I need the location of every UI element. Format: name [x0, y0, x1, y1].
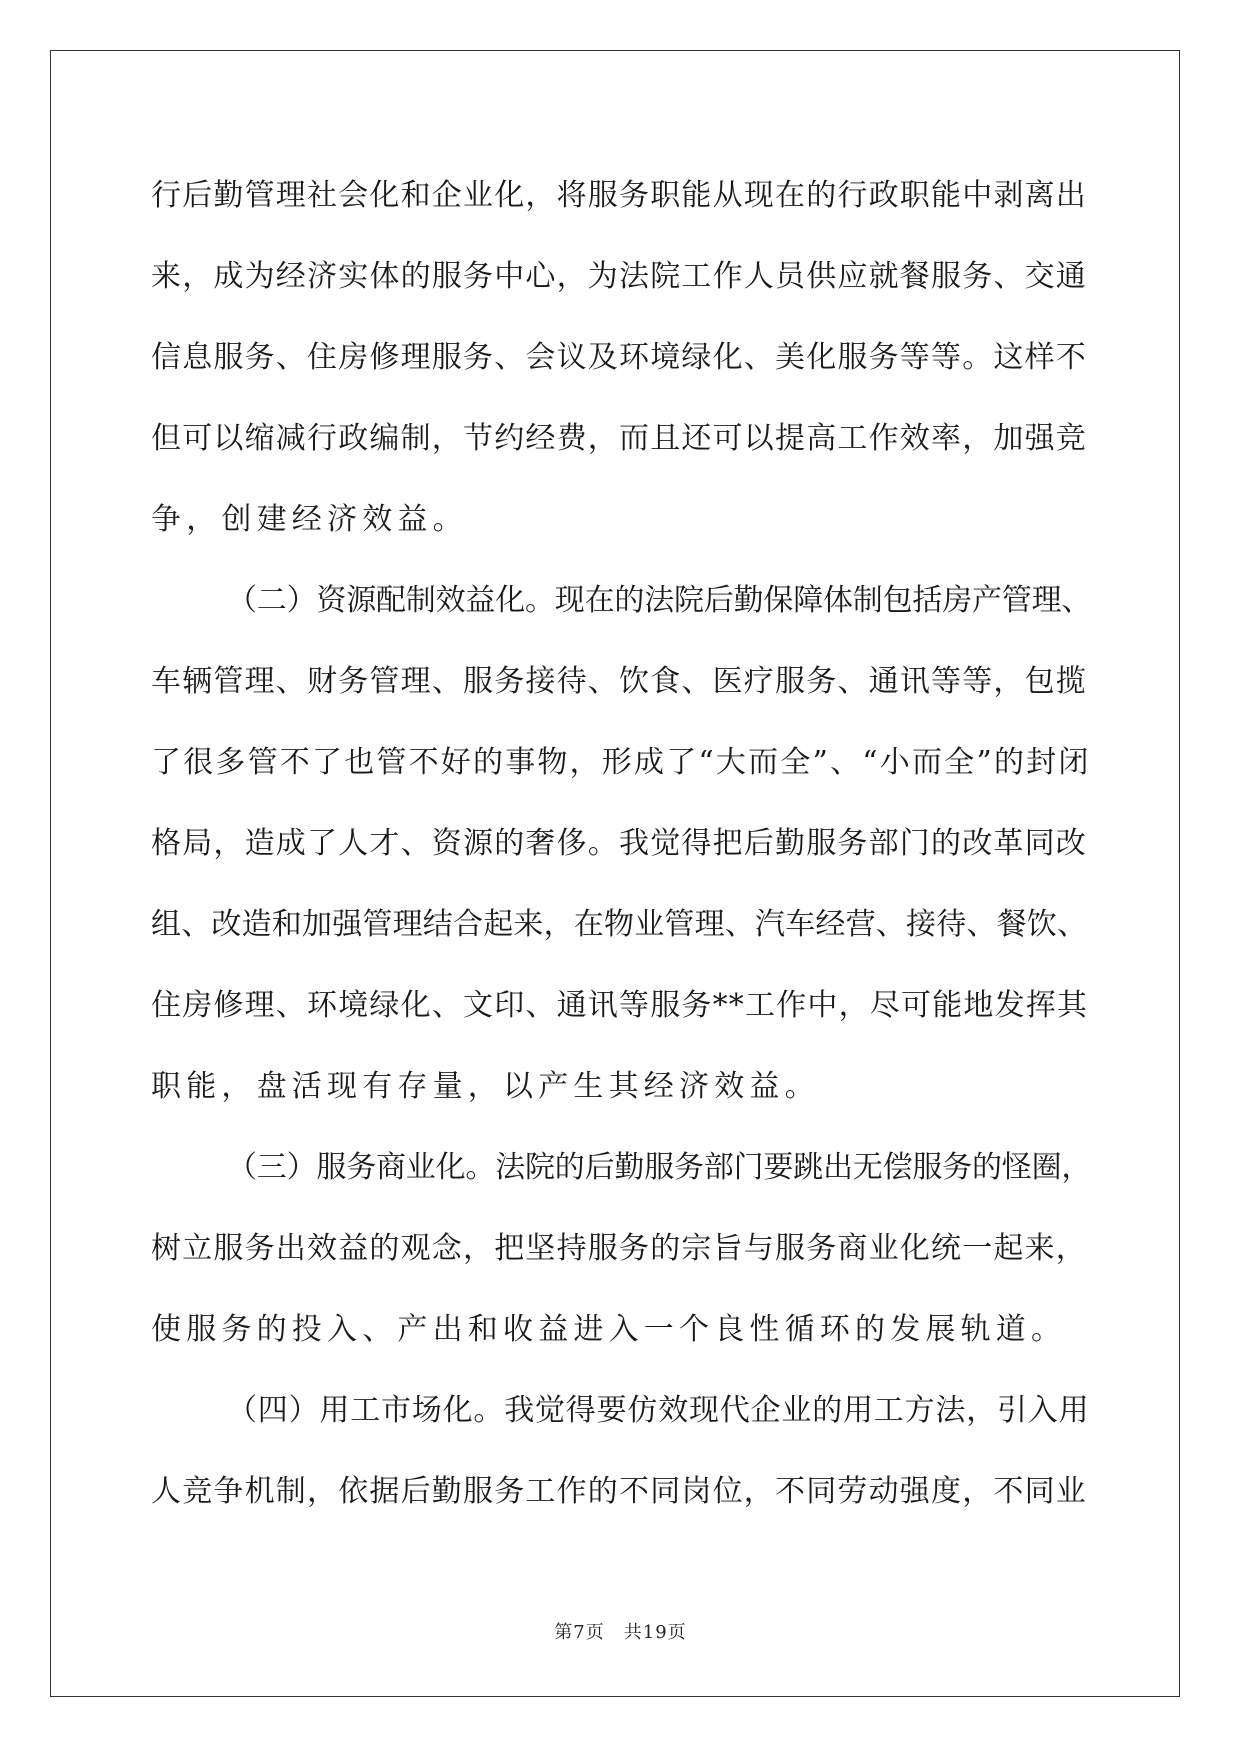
- text-line: 树立服务出效益的观念，把坚持服务的宗旨与服务商业化统一起来，: [151, 1231, 1087, 1266]
- text-line: 行后勤管理社会化和企业化，将服务职能从现在的行政职能中剥离出: [151, 178, 1087, 213]
- text-line: 职能，盘活现有存量，以产生其经济效益。: [151, 1069, 820, 1104]
- text-line: 了很多管不了也管不好的事物，形成了“大而全”、“小而全”的封闭: [151, 745, 1091, 780]
- text-line: 组、改造和加强管理结合起来，在物业管理、汽车经营、接待、餐饮、: [151, 907, 1088, 942]
- text-line: 但可以缩减行政编制，节约经费，而且还可以提高工作效率，加强竞: [151, 421, 1087, 456]
- text-line: 争，创建经济效益。: [151, 502, 468, 537]
- text-line: 使服务的投入、产出和收益进入一个良性循环的发展轨道。: [151, 1312, 1067, 1347]
- text-line: 人竞争机制，依据后勤服务工作的不同岗位，不同劳动强度，不同业: [151, 1474, 1087, 1509]
- text-line: （二）资源配制效益化。现在的法院后勤保障体制包括房产管理、: [227, 583, 1092, 618]
- document-body: [151, 155, 1091, 1532]
- page-number-footer: 第7页 共19页: [554, 1622, 687, 1643]
- text-line: （四）用工市场化。我觉得要仿效现代企业的用工方法，引入用: [227, 1393, 1090, 1428]
- text-line: 格局，造成了人才、资源的奢侈。我觉得把后勤服务部门的改革同改: [151, 826, 1087, 861]
- text-line: 来，成为经济实体的服务中心，为法院工作人员供应就餐服务、交通: [151, 259, 1087, 294]
- text-line: 信息服务、住房修理服务、会议及环境绿化、美化服务等等。这样不: [151, 340, 1087, 375]
- text-line: （三）服务商业化。法院的后勤服务部门要跳出无偿服务的怪圈，: [227, 1150, 1092, 1185]
- text-line: 车辆管理、财务管理、服务接待、饮食、医疗服务、通讯等等，包揽: [151, 664, 1087, 699]
- text-line: 住房修理、环境绿化、文印、通讯等服务**工作中，尽可能地发挥其: [151, 988, 1089, 1023]
